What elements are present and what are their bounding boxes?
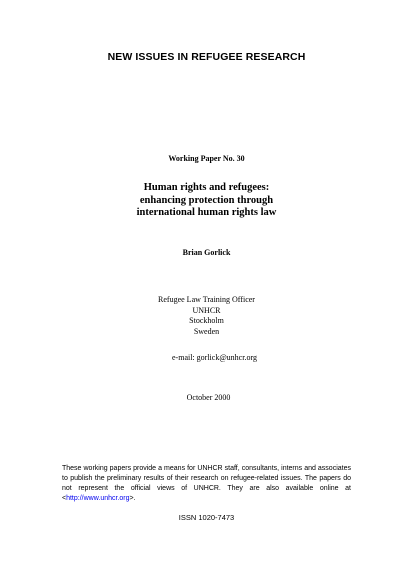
author-name: Brian Gorlick <box>182 248 231 257</box>
publication-date: October 2000 <box>186 393 231 402</box>
working-paper-number: Working Paper No. 30 <box>168 154 245 163</box>
affiliation-line: Sweden <box>193 326 220 336</box>
paper-title <box>0 182 413 220</box>
paper-title-line: Human rights and refugees: <box>143 182 270 193</box>
paper-title-line: enhancing protection through <box>139 194 274 206</box>
issn-number: ISSN 1020-7473 <box>178 513 235 522</box>
affiliation-line: Refugee Law Training Officer <box>158 295 255 304</box>
series-title: NEW ISSUES IN REFUGEE RESEARCH <box>107 51 306 63</box>
paper-title-line: international human rights law <box>136 207 277 218</box>
disclaimer-notice <box>62 464 351 504</box>
unhcr-website-link[interactable]: http://www.unhcr.org <box>66 495 130 502</box>
affiliation-line: Stockholm <box>189 316 224 325</box>
notice-text: These working papers provide a means for UNHCR staff, consultants, interns and associates to publish the preliminary results of their research on refugee-related issues. The papers do not represent the official views of UNHCR. They are also available online at < <box>62 465 351 502</box>
author-email: e-mail: gorlick@unhcr.org <box>172 353 257 362</box>
author-affiliation <box>0 295 413 337</box>
affiliation-line: UNHCR <box>192 305 221 315</box>
notice-text-end: >. <box>129 495 136 502</box>
